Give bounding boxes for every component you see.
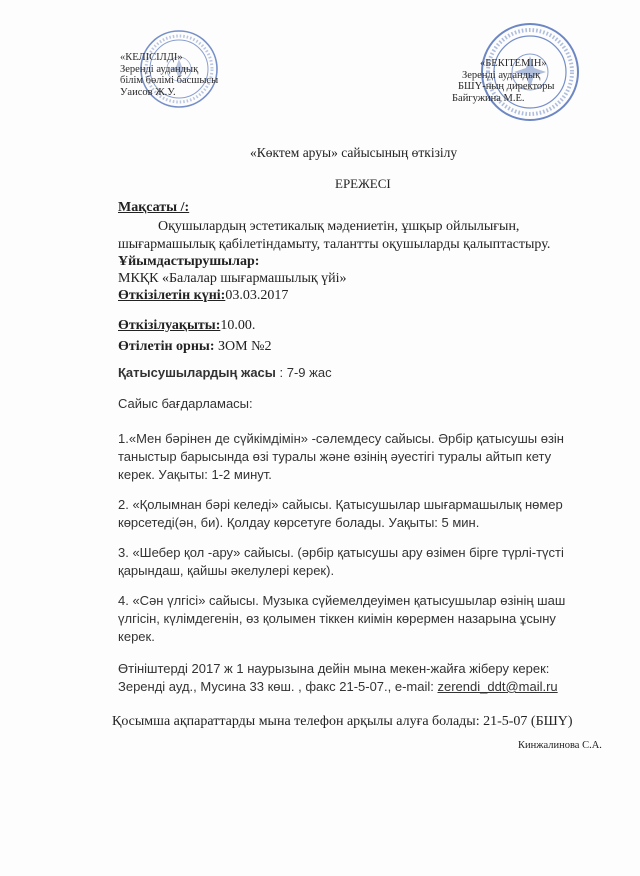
- age-row: [118, 365, 332, 380]
- approval-right-name: Байгужина М.Е.: [452, 92, 525, 104]
- date-value: 03.03.2017: [225, 288, 289, 303]
- program-item-2-line2: көрсетеді(ән, би). Қолдау көрсетуге болады. Уақыты: 5 мин.: [118, 515, 480, 530]
- organizers-value: МКҚК «Балалар шығармашылық үйі»: [118, 271, 347, 286]
- program-item-3-line2: қарындаш, қайшы әкелулері керек).: [118, 563, 335, 578]
- date-label: Өткізілетін күні:: [118, 288, 226, 303]
- program-item-2-line1: 2. «Қолымнан бәрі келеді» сайысы. Қатысушылар шығармашылық нөмер: [118, 497, 563, 512]
- applications-line1: Өтініштерді 2017 ж 1 наурызына дейін мына мекен-жайға жіберу керек:: [118, 661, 550, 676]
- approval-left-name: Уаисов Ж.У.: [120, 86, 176, 98]
- time-label: Өткізілуақыты:: [118, 318, 221, 333]
- time-value: 10.00.: [220, 318, 256, 333]
- approval-right-position: БШҮ-ның директоры: [458, 81, 555, 92]
- goal-text-line2: шығармашылық қабілетіндамыту, талантты оқушыларды қалыптастыру.: [118, 237, 551, 252]
- applications-line2: [118, 679, 558, 694]
- approval-left-title: «КЕЛІСІЛДІ»: [120, 52, 183, 63]
- approval-right-district: Зеренді аудандық: [462, 69, 541, 81]
- program-item-3-line1: 3. «Шебер қол -ару» сайысы. (әрбір қатысушы ару өзімен бірге түрлі-түсті: [118, 545, 564, 560]
- document-title: «Көктем аруы» сайысының өткізілу: [250, 145, 458, 160]
- time-row: [118, 318, 255, 334]
- email-link[interactable]: zerendi_ddt@mail.ru: [437, 679, 558, 694]
- goal-label: Мақсаты /:: [118, 200, 190, 215]
- program-item-1-line2: таныстыр барысында өзі туралы және өзінің әуестігі туралы айтып кету: [118, 449, 552, 464]
- program-item-4-line3: керек.: [118, 629, 155, 644]
- approval-left-district: Зеренді аудандық: [120, 63, 199, 75]
- extra-info: Қосымша ақпараттарды мына телефон арқылы алуға болады: 21-5-07 (БШҮ): [112, 714, 573, 729]
- program-item-1-line1: 1.«Мен бәрінен де сүйкімдімін» -сәлемдесу сайысы. Әрбір қатысушы өзін: [118, 431, 564, 446]
- approval-left: [120, 52, 218, 98]
- place-value: ЗОМ №2: [214, 339, 272, 354]
- approval-right-title: «БЕКІТЕМІН»: [480, 58, 547, 69]
- document-subtitle: ЕРЕЖЕСІ: [335, 176, 391, 191]
- goal-text-line1: Оқушылардың эстетикалық мәдениетін, ұшқыр ойлылығын,: [158, 219, 520, 234]
- approval-right: [452, 58, 554, 104]
- program-label: Сайыс бағдарламасы:: [118, 396, 253, 411]
- program-item-4-line1: 4. «Сән үлгісі» сайысы. Музыка сүйемелдеуімен қатысушылар өзінің шаш: [118, 593, 566, 608]
- organizers-label: Ұйымдастырушылар:: [118, 254, 260, 269]
- date-row: [118, 288, 288, 304]
- place-label: Өтілетін орны:: [118, 339, 215, 354]
- applications-address: Зеренді ауд., Мусина 33 көш. , факс 21-5-07., e-mail:: [118, 679, 438, 694]
- place-row: [118, 339, 271, 355]
- approval-left-position: білім бөлімі басшысы: [120, 75, 219, 86]
- age-label: Қатысушылардың жасы: [118, 365, 276, 380]
- program-item-1-line3: керек. Уақыты: 1-2 минут.: [118, 467, 272, 482]
- signature: Кинжалинова С.А.: [518, 740, 602, 751]
- age-value: : 7-9 жас: [275, 365, 332, 380]
- program-item-4-line2: үлгісін, күлімдегенін, өз қолымен тіккен киімін көрермен назарына ұсыну: [118, 611, 556, 626]
